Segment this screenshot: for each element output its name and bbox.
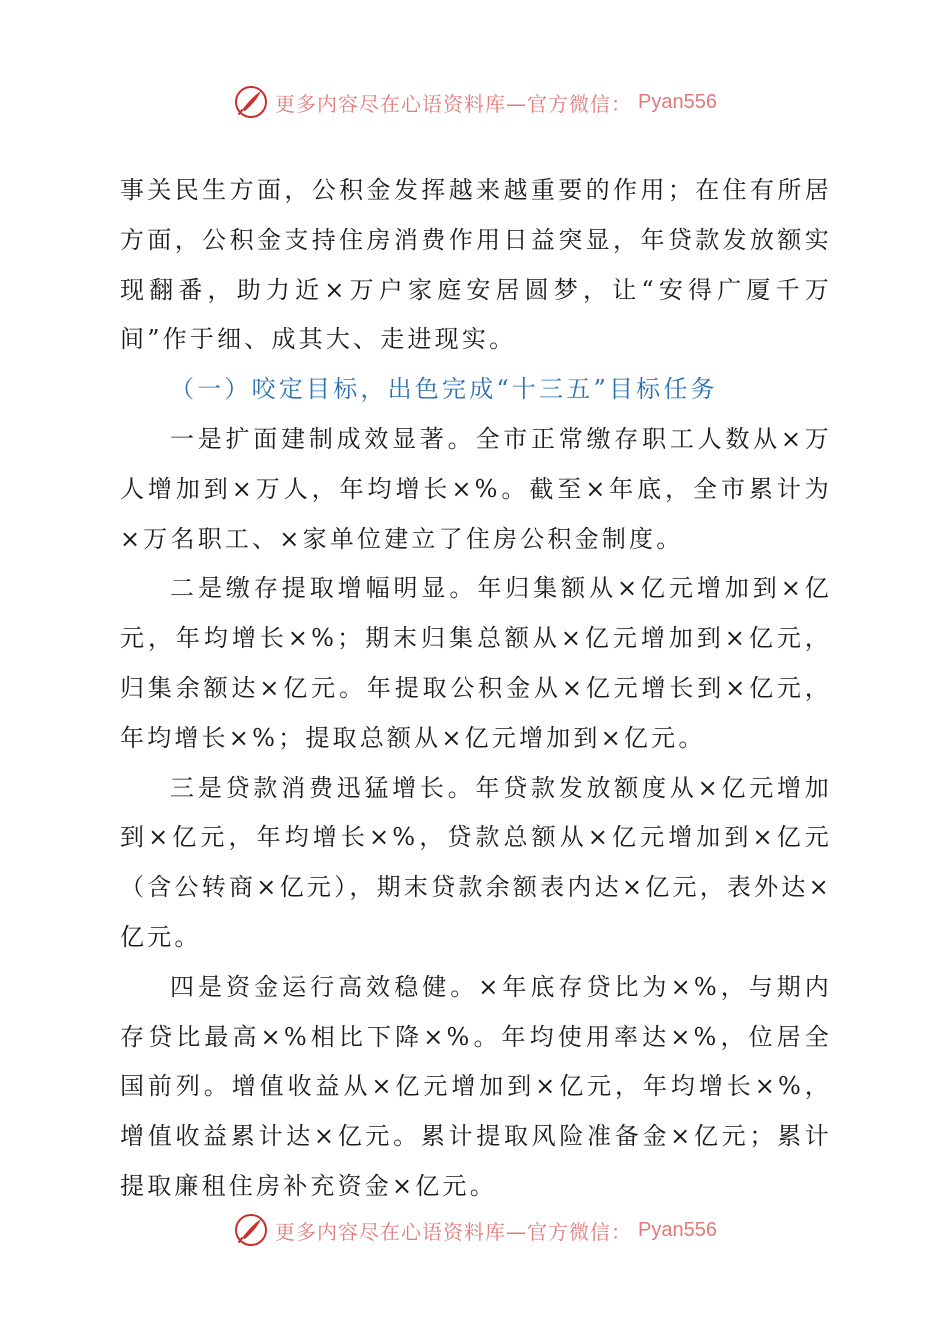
paragraph-3: 三是贷款消费迅猛增长。年贷款发放额度从×亿元增加到×亿元，年均增长×%，贷款总额从×亿元增加到×亿元（含公转商×亿元），期末贷款余额表内达×亿元，表外达×亿元。	[120, 773, 832, 951]
quill-logo-icon	[233, 1212, 269, 1248]
footer-watermark	[0, 1208, 950, 1252]
watermark-wechat-id: Pyan556	[638, 1218, 717, 1241]
quill-logo-icon	[233, 84, 269, 120]
paragraph-4: 四是资金运行高效稳健。×年底存贷比为×%，与期内存贷比最高×%相比下降×%。年均使用率达×%，位居全国前列。增值收益从×亿元增加到×亿元，年均增长×%，增值收益累计达×亿元。累计提取风险准备金×亿元；累计提取廉租住房补充资金×亿元。	[120, 972, 832, 1200]
document-body	[120, 166, 832, 1212]
paragraph-1: 一是扩面建制成效显著。全市正常缴存职工人数从×万人增加到×万人，年均增长×%。截至×年底，全市累计为×万名职工、×家单位建立了住房公积金制度。	[120, 424, 832, 553]
watermark-text: 更多内容尽在心语资料库—官方微信：	[275, 91, 633, 116]
watermark-wechat-id: Pyan556	[638, 90, 717, 113]
paragraph-intro: 事关民生方面，公积金发挥越来越重要的作用；在住有所居方面，公积金支持住房消费作用日益突显，年贷款发放额实现翻番，助力近×万户家庭安居圆梦，让“安得广厦千万间”作于细、成其大、走进现实。	[120, 176, 832, 354]
paragraph-2: 二是缴存提取增幅明显。年归集额从×亿元增加到×亿元，年均增长×%；期末归集总额从×亿元增加到×亿元，归集余额达×亿元。年提取公积金从×亿元增长到×亿元，年均增长×%；提取总额从×亿元增加到×亿元。	[120, 574, 832, 752]
header-watermark	[0, 80, 950, 124]
watermark-text: 更多内容尽在心语资料库—官方微信：	[275, 1219, 633, 1244]
section-heading: （一）咬定目标，出色完成“十三五”目标任务	[170, 375, 718, 404]
